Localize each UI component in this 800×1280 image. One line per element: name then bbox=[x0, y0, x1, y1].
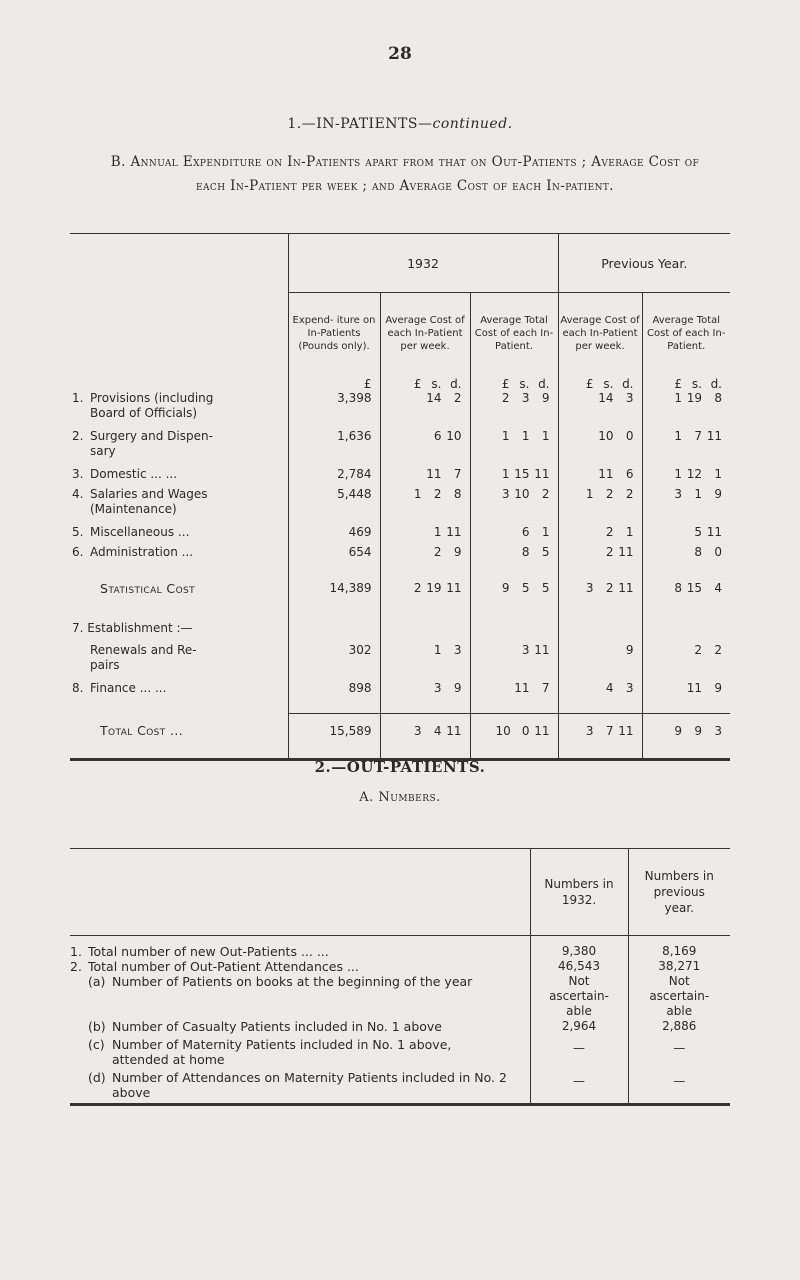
section1-title-cont: continued. bbox=[432, 116, 513, 132]
table-row: 2. Surgery and Dispen- sary 1,636 6 10 1 1 1 10 0 1 7 11 bbox=[70, 429, 730, 467]
col-header-weekly-prev: Average Cost of each In-Patient per week. bbox=[558, 293, 642, 374]
unit-pound: £ bbox=[288, 373, 380, 391]
section2-title: 2.—OUT-PATIENTS. bbox=[314, 758, 486, 776]
table-row: 6. Administration ... 654 2 9 8 5 2 11 8 0 bbox=[70, 545, 730, 581]
finance-row: 8. Finance ... ... 898 3 9 11 7 4 3 11 9 bbox=[70, 681, 730, 713]
inpatient-expenditure-table bbox=[70, 233, 730, 761]
table-row: (a) Number of Patients on books at the beginning of the year Not ascertain- able Not ascertain- able bbox=[70, 974, 730, 1019]
col-header-total-prev: Average Total Cost of each In-Patient. bbox=[642, 293, 730, 374]
establishment-heading-row: 7. Establishment :— bbox=[70, 621, 730, 643]
unit-lsd: £ s. d. bbox=[470, 373, 558, 391]
outpatient-numbers-table bbox=[70, 848, 730, 1106]
page-number: 28 bbox=[388, 44, 412, 64]
col-header-numbers-1932: Numbers in 1932. bbox=[530, 849, 628, 936]
table-row: (c) Number of Maternity Patients included in No. 1 above, attended at home — — bbox=[70, 1037, 730, 1070]
section1-title bbox=[0, 116, 800, 132]
section2-subtitle: A. Numbers. bbox=[359, 790, 441, 805]
year-previous-header: Previous Year. bbox=[558, 234, 730, 293]
table-row: 1. Provisions (including Board of Officials) 3,398 14 2 2 3 9 14 3 1 19 8 bbox=[70, 391, 730, 429]
col-header-expenditure: Expend- iture on In-Patients (Pounds only). bbox=[288, 293, 380, 374]
table-row: 2. Total number of Out-Patient Attendances ... 46,543 38,271 bbox=[70, 959, 730, 974]
table-row: 5. Miscellaneous ... 469 1 11 6 1 2 1 5 11 bbox=[70, 525, 730, 545]
unit-lsd: £ s. d. bbox=[558, 373, 642, 391]
col-header-numbers-previous: Numbers in previous year. bbox=[628, 849, 730, 936]
unit-lsd: £ s. d. bbox=[380, 373, 470, 391]
total-cost-row: Total Cost ... 15,589 3 4 11 10 0 11 3 7 11 9 9 3 bbox=[70, 713, 730, 759]
statistical-cost-row: Statistical Cost 14,389 2 19 11 9 5 5 3 2 11 8 15 4 bbox=[70, 581, 730, 621]
table-row: (b) Number of Casualty Patients included in No. 1 above 2,964 2,886 bbox=[70, 1019, 730, 1037]
table-row: 1. Total number of new Out-Patients ... ... 9,380 8,169 bbox=[70, 936, 730, 960]
col-header-total-1932: Average Total Cost of each In-Patient. bbox=[470, 293, 558, 374]
table-row: 4. Salaries and Wages (Maintenance) 5,448 1 2 8 3 10 2 1 2 2 3 1 9 bbox=[70, 487, 730, 525]
table-row: (d) Number of Attendances on Maternity Patients included in No. 2 above — — bbox=[70, 1070, 730, 1105]
year-current-header: 1932 bbox=[288, 234, 558, 293]
units-row bbox=[70, 373, 730, 391]
section1-title-main: 1.—IN-PATIENTS— bbox=[287, 116, 433, 132]
renewals-row: Renewals and Re- pairs 302 1 3 3 11 9 2 2 bbox=[70, 643, 730, 681]
table-row: 3. Domestic ... ... 2,784 11 7 1 15 11 11 6 1 12 1 bbox=[70, 467, 730, 487]
section1-subtitle: B. Annual Expenditure on In-Patients apart from that on Out-Patients ; Average Cost of each In-Patient per week ; and Average Cost of each In-patient. bbox=[110, 154, 700, 194]
col-header-weekly-1932: Average Cost of each In-Patient per week. bbox=[380, 293, 470, 374]
unit-lsd: £ s. d. bbox=[642, 373, 730, 391]
